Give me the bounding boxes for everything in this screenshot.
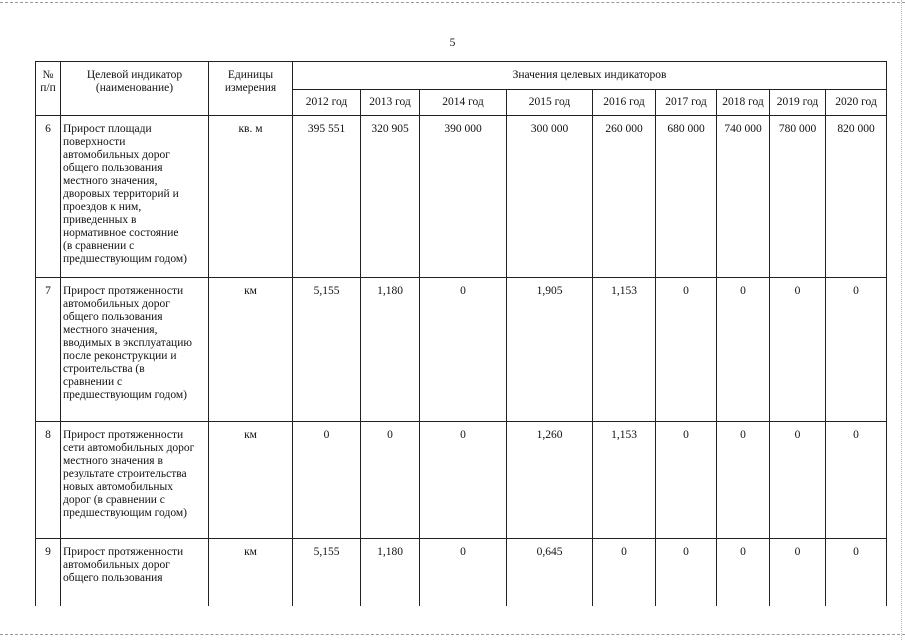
value-2012: 5,155 bbox=[293, 278, 361, 422]
header-number-label: № п/п bbox=[40, 69, 56, 94]
value-2020: 820 000 bbox=[826, 116, 887, 278]
header-year-2020: 2020 год bbox=[826, 90, 887, 116]
header-indicator bbox=[61, 62, 209, 116]
header-year-2017: 2017 год bbox=[656, 90, 717, 116]
value-2014: 390 000 bbox=[420, 116, 507, 278]
table-row bbox=[36, 278, 887, 422]
value-2017: 0 bbox=[656, 278, 717, 422]
value-2013: 0 bbox=[361, 422, 420, 539]
header-units bbox=[209, 62, 293, 116]
row-number: 7 bbox=[36, 278, 61, 422]
indicator-unit: км bbox=[209, 422, 293, 539]
value-2015: 1,260 bbox=[507, 422, 593, 539]
value-2017: 0 bbox=[656, 422, 717, 539]
scan-edge-bottom bbox=[0, 634, 905, 635]
value-2014: 0 bbox=[420, 422, 507, 539]
header-row-main bbox=[36, 62, 887, 90]
indicator-name: Прирост протяженности автомобильных дорог общего пользования bbox=[61, 539, 209, 607]
value-2013: 320 905 bbox=[361, 116, 420, 278]
value-2018: 0 bbox=[717, 539, 770, 607]
value-2013: 1,180 bbox=[361, 539, 420, 607]
value-2016: 1,153 bbox=[593, 422, 656, 539]
value-2014: 0 bbox=[420, 539, 507, 607]
value-2016: 260 000 bbox=[593, 116, 656, 278]
header-units-label: Единицы измерения bbox=[224, 69, 277, 94]
indicator-unit: км bbox=[209, 539, 293, 607]
scan-edge-top bbox=[0, 2, 905, 3]
value-2020: 0 bbox=[826, 539, 887, 607]
value-2018: 0 bbox=[717, 422, 770, 539]
indicator-unit: км bbox=[209, 278, 293, 422]
header-year-2012: 2012 год bbox=[293, 90, 361, 116]
value-2012: 0 bbox=[293, 422, 361, 539]
target-indicators-table bbox=[35, 61, 887, 606]
header-indicator-label: Целевой индикатор (наименование) bbox=[86, 69, 183, 94]
indicator-name: Прирост протяженности сети автомобильных дорог местного значения в результате строительства новых автомобильных дорог (в сравнении с предшествующим годом) bbox=[61, 422, 209, 539]
value-2019: 780 000 bbox=[770, 116, 826, 278]
header-year-2014: 2014 год bbox=[420, 90, 507, 116]
value-2015: 300 000 bbox=[507, 116, 593, 278]
value-2016: 1,153 bbox=[593, 278, 656, 422]
value-2020: 0 bbox=[826, 278, 887, 422]
scan-edge-right bbox=[901, 0, 902, 640]
value-2018: 0 bbox=[717, 278, 770, 422]
page-number: 5 bbox=[449, 37, 456, 49]
indicator-unit: кв. м bbox=[209, 116, 293, 278]
value-2014: 0 bbox=[420, 278, 507, 422]
row-number: 9 bbox=[36, 539, 61, 607]
value-2017: 0 bbox=[656, 539, 717, 607]
indicator-name: Прирост площади поверхности автомобильных дорог общего пользования местного значения, дворовых территорий и проездов к ним, приведенных в нормативное состояние (в сравнении с предшествующим годом) bbox=[61, 116, 209, 278]
value-2017: 680 000 bbox=[656, 116, 717, 278]
value-2019: 0 bbox=[770, 422, 826, 539]
header-year-2015: 2015 год bbox=[507, 90, 593, 116]
table-row bbox=[36, 116, 887, 278]
value-2019: 0 bbox=[770, 278, 826, 422]
value-2016: 0 bbox=[593, 539, 656, 607]
row-number: 6 bbox=[36, 116, 61, 278]
header-year-2018: 2018 год bbox=[717, 90, 770, 116]
header-year-2019: 2019 год bbox=[770, 90, 826, 116]
header-values: Значения целевых индикаторов bbox=[293, 62, 887, 90]
value-2012: 395 551 bbox=[293, 116, 361, 278]
value-2012: 5,155 bbox=[293, 539, 361, 607]
table-row bbox=[36, 539, 887, 607]
value-2013: 1,180 bbox=[361, 278, 420, 422]
header-year-2016: 2016 год bbox=[593, 90, 656, 116]
header-year-2013: 2013 год bbox=[361, 90, 420, 116]
row-number: 8 bbox=[36, 422, 61, 539]
value-2020: 0 bbox=[826, 422, 887, 539]
table-row bbox=[36, 422, 887, 539]
value-2018: 740 000 bbox=[717, 116, 770, 278]
value-2015: 1,905 bbox=[507, 278, 593, 422]
header-number bbox=[36, 62, 61, 116]
indicator-name: Прирост протяженности автомобильных дорог общего пользования местного значения, вводимых в эксплуатацию после реконструкции и строительства (в сравнении с предшествующим годом) bbox=[61, 278, 209, 422]
value-2015: 0,645 bbox=[507, 539, 593, 607]
value-2019: 0 bbox=[770, 539, 826, 607]
